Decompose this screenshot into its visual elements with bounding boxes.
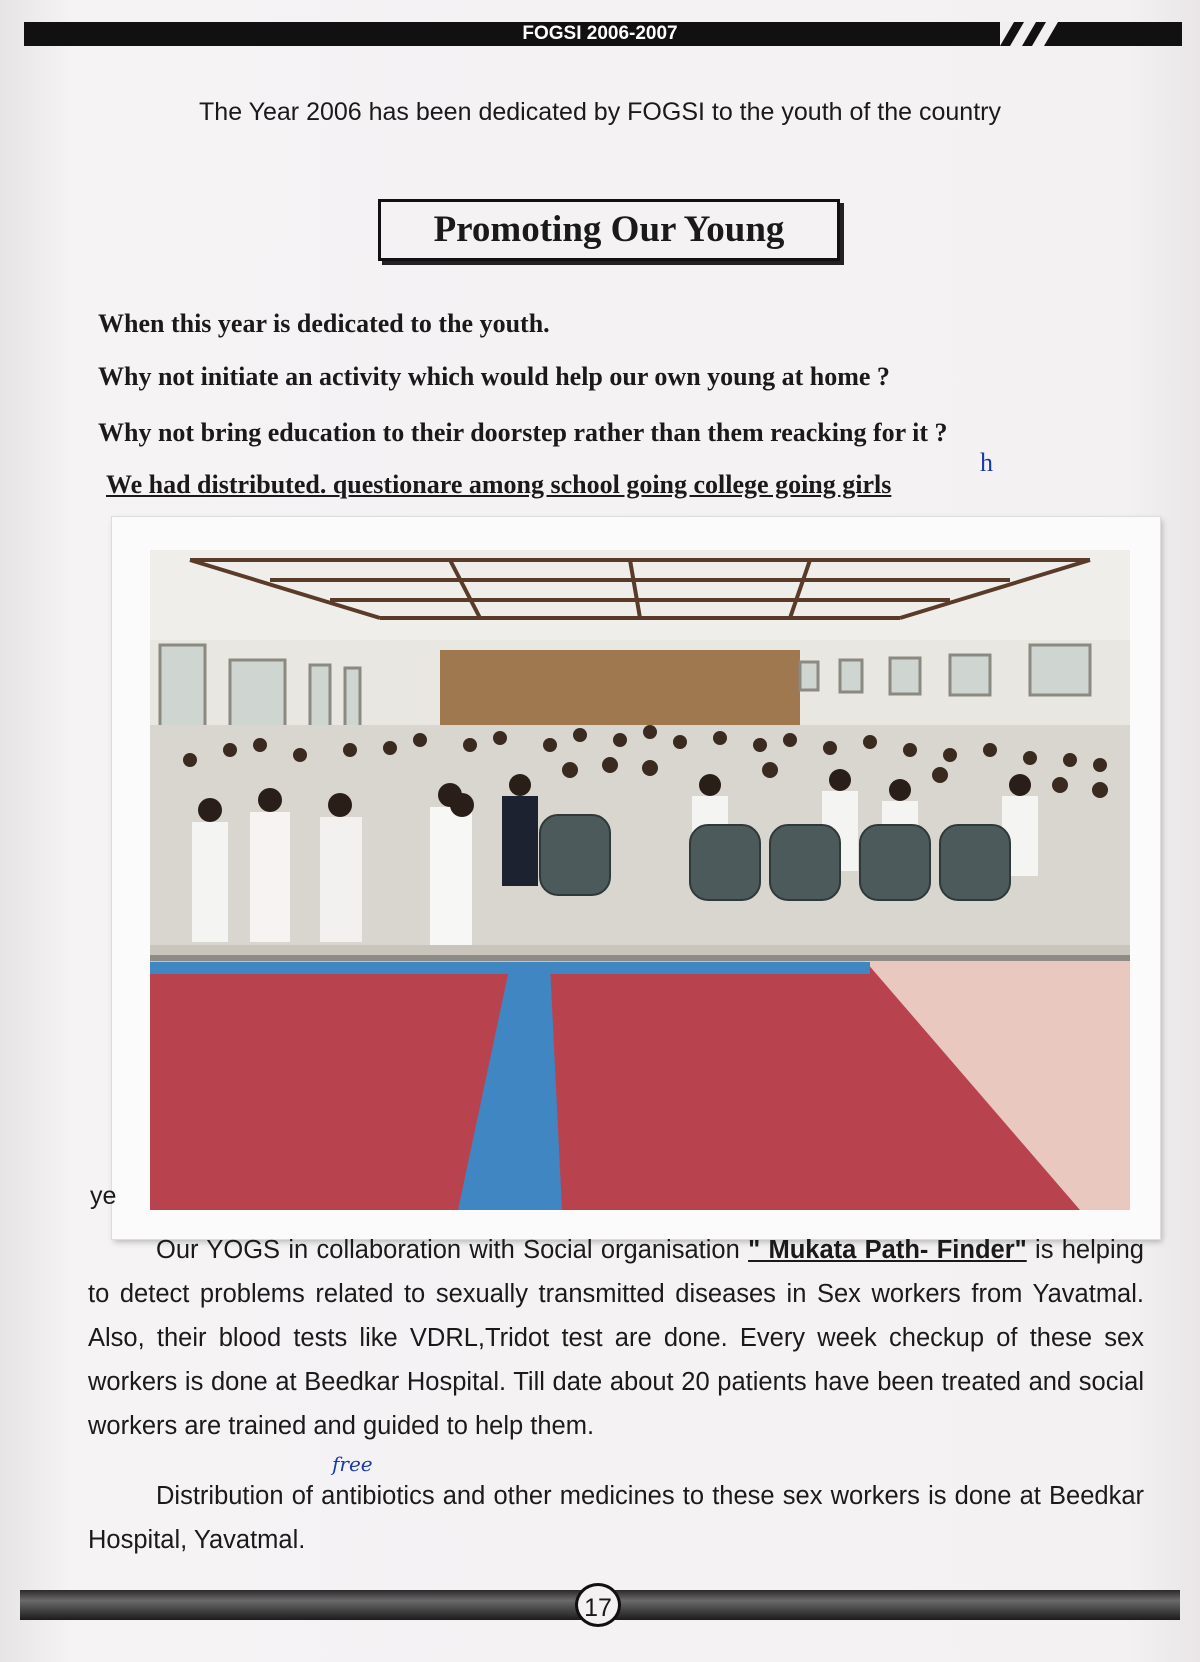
- handwritten-note: free: [332, 1452, 373, 1476]
- page-number: 17: [575, 1583, 621, 1627]
- question-line: When this year is dedicated to the youth.: [98, 309, 550, 338]
- paragraph-lead: Our YOGS in collaboration with Social organisation: [156, 1236, 749, 1264]
- paragraph-distribution-text: Distribution of antibiotics and other medicines to these sex workers is done at Beedkar Hospital, Yavatmal.: [88, 1482, 1144, 1554]
- organisation-name: " Mukata Path- Finder": [748, 1236, 1027, 1264]
- question-line-partial: We had distributed. questionare among school going college going girls: [106, 470, 892, 499]
- group-photo: [150, 550, 1130, 1210]
- handwritten-correction: h: [980, 448, 993, 477]
- question-line: Why not bring education to their doorstep rather than them reacking for it ?: [98, 418, 948, 447]
- partial-text-fragment: ye: [90, 1182, 117, 1210]
- paragraph-mukata: [88, 1228, 1144, 1448]
- header-title: FOGSI 2006-2007: [522, 23, 678, 44]
- question-line: Why not initiate an activity which would help our own young at home ?: [98, 362, 890, 391]
- intro-text: The Year 2006 has been dedicated by FOGSI to the youth of the country: [199, 98, 1001, 126]
- paragraph-distribution: [88, 1474, 1144, 1562]
- paragraph-rest: is helping to detect problems related to sexually transmitted diseases in Sex workers from Yavatmal. Also, their blood tests like VDRL,Tridot test are done. Every week checkup of these sex workers is done at Beedkar Hospital. Till date about 20 patients have been treated and social workers are trained and guided to help them.: [88, 1236, 1144, 1440]
- section-title: Promoting Our Young: [378, 199, 840, 261]
